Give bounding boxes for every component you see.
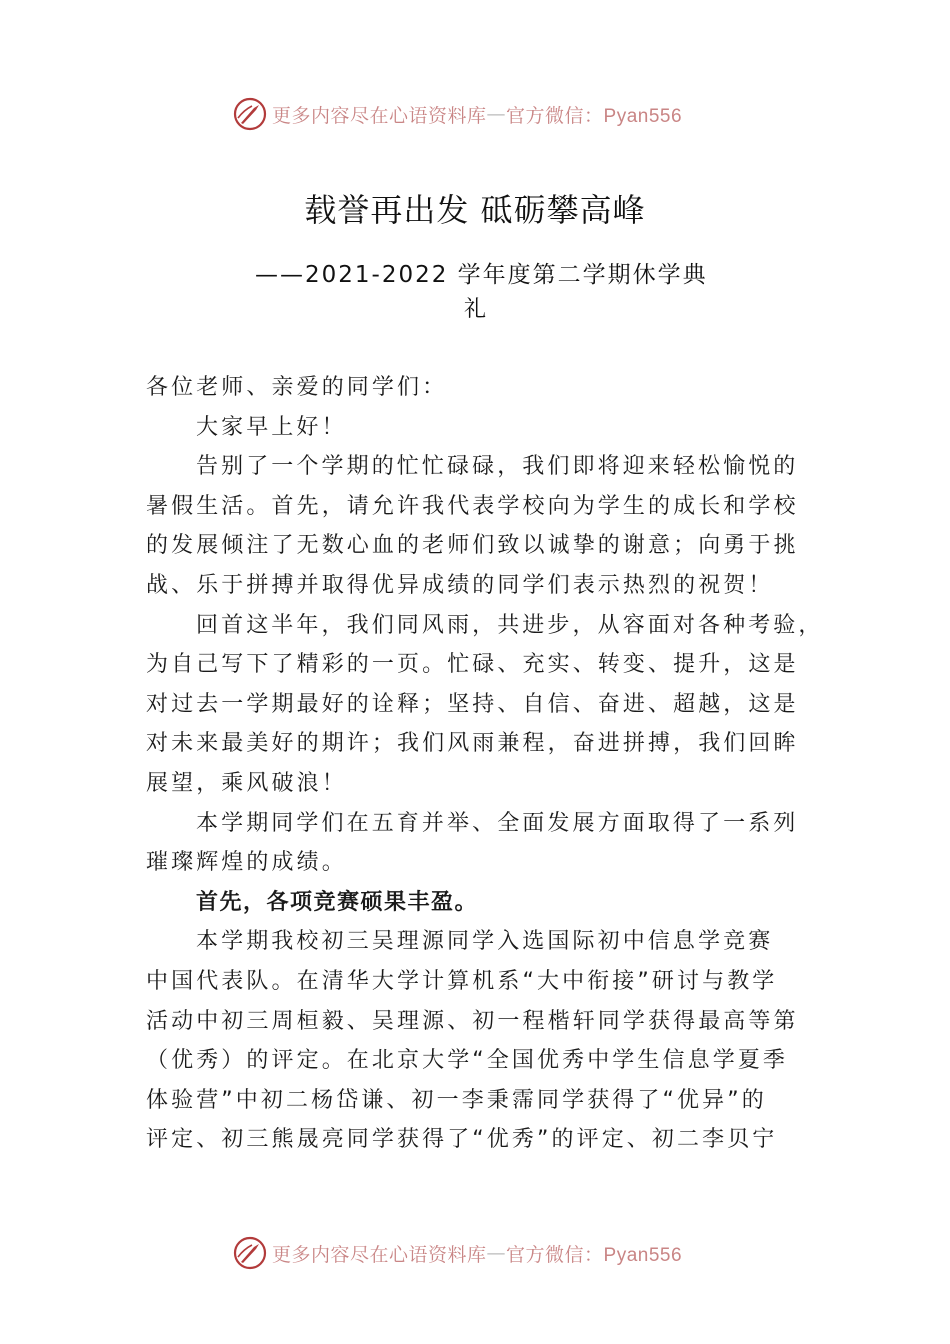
watermark-dash: — <box>486 103 507 125</box>
pen-nib-logo-icon <box>232 96 268 132</box>
speech-body <box>146 368 824 1160</box>
text-line: （优秀）的评定。在北京大学“全国优秀中学生信息学夏季 <box>146 1048 788 1074</box>
text-line: 各位老师、亲爱的同学们： <box>146 375 448 400</box>
watermark-dash: — <box>486 1242 507 1264</box>
text-line: 展望，乘风破浪！ <box>146 770 347 796</box>
document-subtitle: ——2021-2022 学年度第二学期休学典 <box>255 262 708 288</box>
watermark-wechat: 官方微信：Pyan556 <box>506 1244 683 1266</box>
text-line: 对未来最美好的期许；我们风雨兼程，奋进拼搏，我们回眸 <box>146 731 799 757</box>
document-title: 载誉再出发 砥砺攀高峰 <box>304 191 646 229</box>
document-subtitle-tail: 礼 <box>464 297 487 322</box>
text-line: 为自己写下了精彩的一页。忙碌、充实、转变、提升，这是 <box>146 652 799 678</box>
text-line: 战、乐于拼搏并取得优异成绩的同学们表示热烈的祝贺！ <box>146 572 774 598</box>
header-watermark <box>0 94 950 134</box>
text-line: 中国代表队。在清华大学计算机系“大中衔接”研讨与教学 <box>146 968 778 994</box>
text-line: 回首这半年，我们同风雨，共进步，从容面对各种考验， <box>196 612 824 638</box>
section-heading: 首先，各项竞赛硕果丰盈。 <box>196 889 479 915</box>
text-line: 评定、初三熊晟亮同学获得了“优秀”的评定、初二李贝宁 <box>146 1127 778 1153</box>
text-line: 本学期同学们在五育并举、全面发展方面取得了一系列 <box>196 810 799 836</box>
watermark-text: 更多内容尽在心语资料库 <box>272 104 487 127</box>
text-line: 活动中初三周桓毅、吴理源、初一程楷轩同学获得最高等第 <box>146 1008 799 1034</box>
text-line: 本学期我校初三吴理源同学入选国际初中信息学竞赛 <box>196 929 774 955</box>
watermark-wechat: 官方微信：Pyan556 <box>506 105 683 127</box>
watermark-text: 更多内容尽在心语资料库 <box>272 1243 487 1266</box>
footer-watermark <box>0 1233 950 1273</box>
text-line: 暑假生活。首先，请允许我代表学校向为学生的成长和学校 <box>146 493 799 519</box>
pen-nib-logo-icon <box>232 1235 268 1271</box>
text-line: 璀璨辉煌的成绩。 <box>146 850 347 876</box>
text-line: 的发展倾注了无数心血的老师们致以诚挚的谢意；向勇于挑 <box>146 533 799 559</box>
text-line: 对过去一学期最好的诠释；坚持、自信、奋进、超越，这是 <box>146 691 799 717</box>
text-line: 体验营”中初二杨岱谦、初一李秉霈同学获得了“优异”的 <box>146 1087 767 1113</box>
text-line: 大家早上好！ <box>196 414 347 440</box>
text-line: 告别了一个学期的忙忙碌碌，我们即将迎来轻松愉悦的 <box>196 454 799 480</box>
